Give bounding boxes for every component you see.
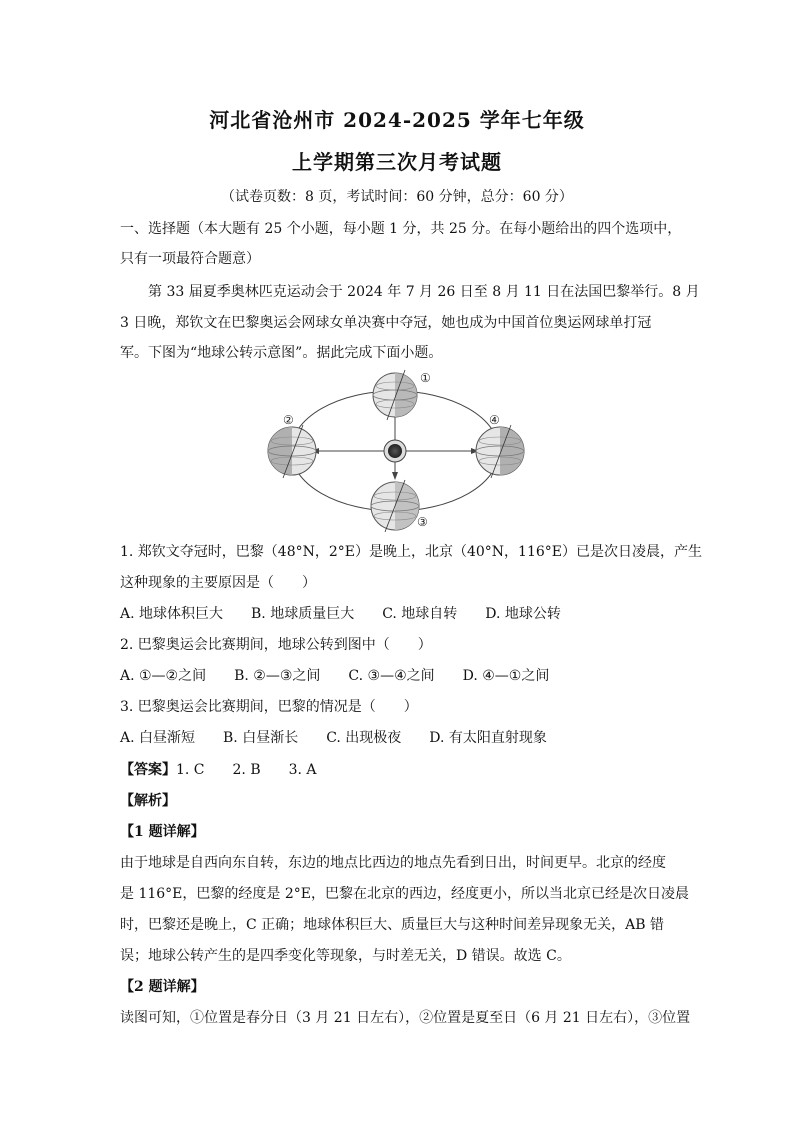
label-2: ② (283, 413, 294, 427)
detail-1-line4: 误；地球公转产生的是四季变化等现象，与时差无关，D 错误。故选 C。 (120, 948, 571, 964)
passage-line3: 军。下图为“地球公转示意图”。据此完成下面小题。 (120, 345, 443, 361)
detail-1-line3: 时，巴黎还是晚上，C 正确；地球体积巨大、质量巨大与这种时间差异现象无关，AB 错 (120, 917, 665, 933)
earth-position-3 (371, 480, 419, 532)
question-3-options: A. 白昼渐短 B. 白昼渐长 C. 出现极夜 D. 有太阳直射现象 (120, 730, 547, 746)
label-3: ③ (417, 515, 428, 529)
detail-1-label: 【1 题详解】 (120, 824, 205, 840)
earth-position-1 (373, 370, 417, 420)
exam-title-line2: 上学期第三次月考试题 (292, 150, 502, 174)
answer-label: 【答案】 (120, 762, 176, 778)
question-3-stem: 3. 巴黎奥运会比赛期间，巴黎的情况是（ ） (120, 699, 418, 715)
question-2-stem: 2. 巴黎奥运会比赛期间，地球公转到图中（ ） (120, 637, 432, 653)
label-4: ④ (489, 413, 500, 427)
exam-meta: （试卷页数：8 页，考试时间：60 分钟，总分：60 分） (221, 189, 573, 205)
analysis-label: 【解析】 (120, 793, 176, 809)
question-2-options: A. ①—②之间 B. ②—③之间 C. ③—④之间 D. ④—①之间 (120, 668, 550, 684)
sun-core (388, 444, 402, 458)
exam-title-line1: 河北省沧州市 2024-2025 学年七年级 (209, 108, 585, 132)
question-1-stem-line2: 这种现象的主要原因是（ ） (120, 575, 316, 591)
detail-1-line1: 由于地球是自西向东自转，东边的地点比西边的地点先看到日出，时间更早。北京的经度 (120, 855, 666, 871)
detail-2-line1: 读图可知，①位置是春分日（3 月 21 日左右），②位置是夏至日（6 月 21 日左右），③位置 (120, 1010, 691, 1026)
passage-line2: 3 日晚，郑钦文在巴黎奥运会网球女单决赛中夺冠，她也成为中国首位奥运网球单打冠 (120, 315, 652, 331)
section-heading-line1: 一、选择题（本大题有 25 个小题，每小题 1 分，共 25 分。在每小题给出的四个选项中， (120, 221, 682, 237)
question-1-stem-line1: 1. 郑钦文夺冠时，巴黎（48°N，2°E）是晚上，北京（40°N，116°E）已是次日凌晨，产生 (120, 544, 703, 560)
detail-2-label: 【2 题详解】 (120, 979, 205, 995)
earth-revolution-diagram (255, 368, 545, 533)
arrow-down (392, 472, 398, 480)
earth-position-2 (268, 425, 316, 478)
label-1: ① (420, 371, 431, 385)
answer-value: 1. C 2. B 3. A (176, 762, 317, 778)
detail-1-line2: 是 116°E，巴黎的经度是 2°E，巴黎在北京的西边，经度更小，所以当北京已经是次日凌晨 (120, 886, 689, 902)
question-1-options: A. 地球体积巨大 B. 地球质量巨大 C. 地球自转 D. 地球公转 (120, 606, 561, 622)
answer-line (120, 759, 317, 779)
section-heading-line2: 只有一项最符合题意） (120, 251, 260, 267)
passage-line1: 第 33 届夏季奥林匹克运动会于 2024 年 7 月 26 日至 8 月 11 日在法国巴黎举行。8 月 (148, 284, 700, 300)
earth-position-4 (476, 425, 524, 478)
